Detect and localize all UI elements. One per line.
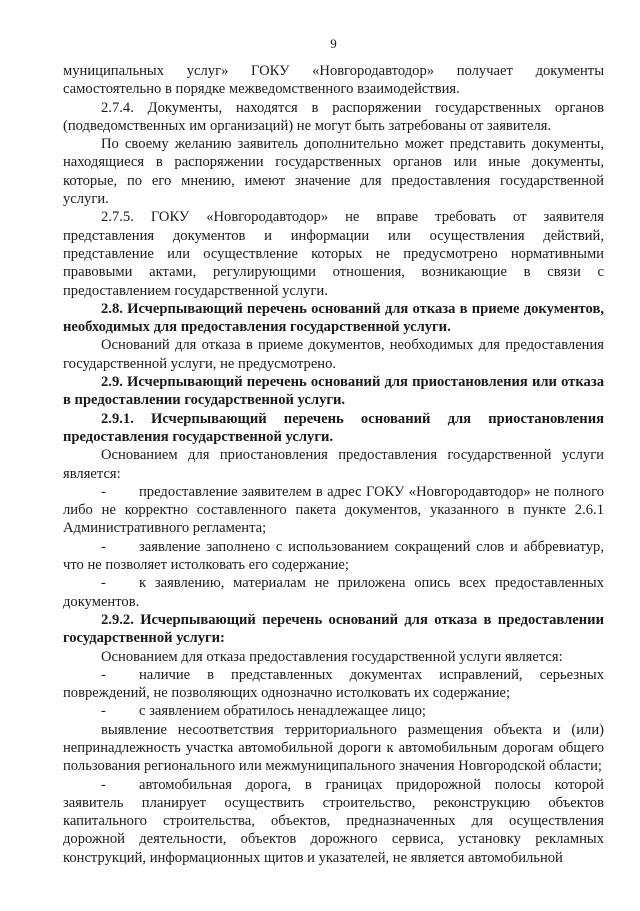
paragraph-text: 2.7.4. Документы, находятся в распоряжении государственных органов (подведомственных им организаций) не могут быть затребованы от заявителя. <box>63 99 604 134</box>
section-heading <box>63 410 604 447</box>
paragraph <box>63 62 604 99</box>
section-heading <box>63 373 604 410</box>
paragraph-text: Основанием для приостановления предоставления государственной услуги является: <box>63 447 604 482</box>
paragraph-text: 2.7.5. ГОКУ «Новгородавтодор» не вправе требовать от заявителя представления документов и информации или осуществления действий, представление или осуществление которых не предусмотрено нормативными правовыми актами, регулирующими отношения, возникающие в связи с предоставлением государственной услуги. <box>63 209 604 299</box>
list-dash: - <box>101 703 106 720</box>
paragraph <box>63 336 604 373</box>
list-item <box>63 776 604 867</box>
paragraph <box>63 721 604 776</box>
paragraph-text: с заявлением обратилось ненадлежащее лицо; <box>139 703 426 720</box>
paragraph-text: муниципальных услуг» ГОКУ «Новгородавтодор» получает документы самостоятельно в порядке межведомственного взаимодействия. <box>63 63 604 98</box>
paragraph-text: предоставление заявителем в адрес ГОКУ «Новгородавтодор» не полного либо не корректно составленного пакета документов, указанного в пункте 2.6.1 Административного регламента; <box>63 483 604 537</box>
paragraph <box>63 446 604 483</box>
list-item <box>63 574 604 611</box>
paragraph-text: 2.9. Исчерпывающий перечень оснований для приостановления или отказа в предоставлении государственной услуги. <box>63 374 604 409</box>
paragraph-text: Оснований для отказа в приеме документов, необходимых для предоставления государственной услуги, не предусмотрено. <box>63 337 604 372</box>
list-dash: - <box>101 666 106 683</box>
paragraph-text: По своему желанию заявитель дополнительно может представить документы, находящиеся в распоряжении государственных органов или иные документы, которые, по его мнению, имеют значение для предоставления государственной услуги. <box>63 136 604 208</box>
document-body <box>63 62 604 867</box>
section-heading <box>63 300 604 337</box>
paragraph <box>63 648 604 666</box>
paragraph <box>63 99 604 136</box>
list-dash: - <box>101 776 106 793</box>
list-dash: - <box>101 538 106 555</box>
paragraph <box>63 135 604 208</box>
list-dash: - <box>101 575 106 592</box>
paragraph-text: заявление заполнено с использованием сокращений слов и аббревиатур, что не позволяет истолковать его содержание; <box>63 538 604 574</box>
list-item <box>63 666 604 703</box>
paragraph-text: 2.8. Исчерпывающий перечень оснований для отказа в приеме документов, необходимых для предоставления государственной услуги. <box>63 300 604 336</box>
list-item <box>63 702 604 720</box>
paragraph-text: автомобильная дорога, в границах придорожной полосы которой заявитель планирует осуществить строительство, реконструкцию объектов капитального строительства, объектов, предназначенных для осуществления дорожной деятельности, объектов дорожного сервиса, установку рекламных конструкций, информационных щитов и указателей, не является автомобильной <box>63 776 604 866</box>
paragraph-text: наличие в представленных документах исправлений, серьезных повреждений, не позволяющих однозначно истолковать их содержание; <box>63 666 604 702</box>
paragraph <box>63 208 604 299</box>
section-heading <box>63 611 604 648</box>
paragraph-text: 2.9.1. Исчерпывающий перечень оснований для приостановления предоставления государственной услуги. <box>63 410 604 445</box>
paragraph-text: Основанием для отказа предоставления государственной услуги является: <box>101 648 563 665</box>
paragraph-text: выявление несоответствия территориального размещения объекта и (или) непринадлежность участка автомобильной дороги к автомобильным дорогам общего пользования регионального или межмуниципального значения Новгородской области; <box>63 721 604 775</box>
paragraph-text: к заявлению, материалам не приложена опись всех предоставленных документов. <box>63 575 604 610</box>
page-number: 9 <box>330 36 337 51</box>
paragraph-text: 2.9.2. Исчерпывающий перечень оснований для отказа в предоставлении государственной услуги: <box>63 611 604 647</box>
list-item <box>63 538 604 575</box>
list-dash: - <box>101 483 106 500</box>
list-item <box>63 483 604 538</box>
